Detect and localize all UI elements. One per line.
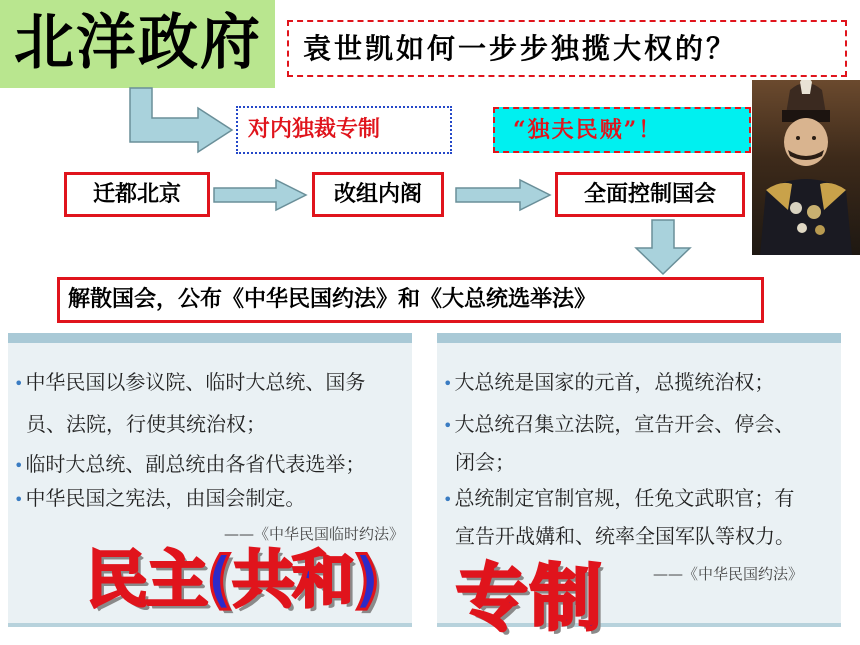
panel-top-bar xyxy=(437,333,841,343)
question-box: 袁世凯如何一步步独揽大权的？ xyxy=(287,20,847,77)
bullet-icon: • xyxy=(14,374,24,393)
bullet-icon: • xyxy=(443,374,453,393)
democracy-word: 民主(共和) xyxy=(86,543,379,616)
bullet-icon: • xyxy=(14,456,24,475)
arrow-step1-step2 xyxy=(214,180,306,210)
right-line-2: • 大总统召集立法院，宣告开会、停会、 xyxy=(443,412,795,436)
bullet-icon: • xyxy=(443,416,453,435)
arrow-step3-step4 xyxy=(636,220,690,274)
left-line-3: • 临时大总统、副总统由各省代表选举； xyxy=(14,452,366,476)
bullet-icon: • xyxy=(443,490,453,509)
step-move-capital: 迁都北京 xyxy=(64,172,210,217)
right-line-1: • 大总统是国家的元首，总揽统治权； xyxy=(443,370,775,394)
right-citation: ——《中华民国约法》 xyxy=(653,565,804,583)
autocracy-word: 专制 xyxy=(456,556,605,640)
right-line-5: 宣告开战媾和、统率全国军队等权力。 xyxy=(455,524,795,548)
left-line-1: • 中华民国以参议院、临时大总统、国务 xyxy=(14,370,366,394)
portrait-illustration xyxy=(752,80,860,255)
step-dissolve-parliament: 解散国会，公布《中华民国约法》和《大总统选举法》 xyxy=(57,277,764,323)
panel-top-bar xyxy=(8,333,412,343)
left-line-4: • 中华民国之宪法，由国会制定。 xyxy=(14,486,306,510)
portrait-image xyxy=(752,80,860,255)
left-line-2: 员、法院，行使其统治权； xyxy=(26,412,266,436)
right-line-4: • 总统制定官制官规，任免文武职官；有 xyxy=(443,486,795,510)
bullet-icon: • xyxy=(14,490,24,509)
left-citation: ——《中华民国临时约法》 xyxy=(224,525,405,543)
step-control-parliament: 全面控制国会 xyxy=(555,172,745,217)
arrow-step2-step3 xyxy=(456,180,550,210)
l-arrow xyxy=(130,88,232,152)
panel-bottom-bar xyxy=(8,623,412,627)
step-reorganize-cabinet: 改组内阁 xyxy=(312,172,444,217)
right-line-3: 闭会； xyxy=(455,450,515,474)
domestic-policy-box: 对内独裁专制 xyxy=(236,106,452,154)
traitor-label-box: “独夫民贼”！ xyxy=(493,107,751,153)
page-title: 北洋政府 xyxy=(14,8,262,78)
